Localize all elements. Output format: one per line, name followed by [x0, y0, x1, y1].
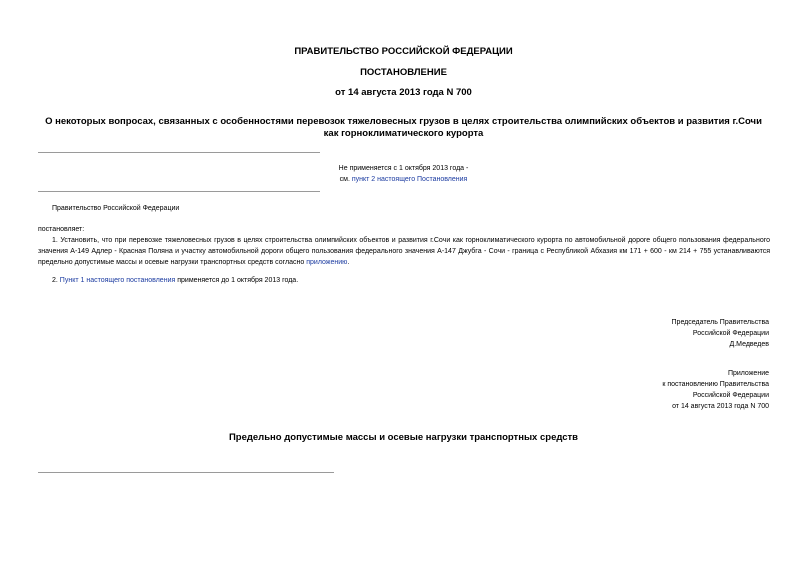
divider-bottom — [38, 472, 334, 473]
signature-line-2: Российской Федерации — [692, 330, 769, 337]
status-note-prefix: см. — [339, 176, 352, 183]
item-1-paragraph — [38, 235, 770, 268]
signature-block — [672, 317, 769, 350]
divider-status — [38, 191, 320, 192]
item-1-end: . — [347, 259, 350, 266]
appendix-ref-line-3: Российской Федерации — [692, 392, 769, 399]
signature-line-3: Д.Медведев — [729, 341, 769, 348]
item-2-text: применяется до 1 октября 2013 года. — [175, 277, 299, 284]
appendix-ref-line-2: к постановлению Правительства — [662, 381, 769, 388]
item-1-text: 1. Установить, что при перевозке тяжеловесных грузов в целях строительства олимпийских объектов и развития г.Сочи как горноклиматического курорта по автомобильной дороге общего пользования федерального значения А-149 Адлер - Красная Поляна и участку автомобильной дороги общего пользования федерального значения А-147 Джубга - Сочи - граница с Республикой Абхазия км 171 + 600 - км 214 + 755 устанавливаются предельно допустимые массы и осевые нагрузки транспортных средств согласно — [38, 237, 770, 266]
divider-top — [38, 152, 320, 153]
appendix-link[interactable]: приложению — [306, 259, 348, 266]
status-note-line1: Не применяется с 1 октября 2013 года - — [338, 165, 469, 172]
item-1-reference-link[interactable]: Пункт 1 настоящего постановления — [59, 277, 176, 284]
item-2-prefix: 2. — [52, 277, 60, 284]
issuer-text: Правительство Российской Федерации — [52, 205, 180, 212]
appendix-ref-line-4: от 14 августа 2013 года N 700 — [672, 403, 769, 410]
appendix-title: Предельно допустимые массы и осевые нагрузки транспортных средств — [228, 432, 579, 443]
document-date-number: от 14 августа 2013 года N 700 — [335, 87, 472, 98]
document-title: О некоторых вопросах, связанных с особенностями перевозок тяжеловесных грузов в целях строительства олимпийских объектов и развития г.Сочи как горноклиматического курорта — [45, 116, 762, 139]
decrees-text: постановляет: — [38, 226, 85, 233]
item-2-paragraph — [52, 275, 298, 286]
status-note-link[interactable]: пункт 2 настоящего Постановления — [351, 176, 468, 183]
appendix-ref-line-1: Приложение — [727, 370, 769, 377]
document-type-heading: ПОСТАНОВЛЕНИЕ — [360, 67, 447, 78]
signature-line-1: Председатель Правительства — [671, 319, 769, 326]
status-note-line2 — [0, 174, 807, 185]
appendix-reference-block — [662, 368, 769, 412]
government-heading: ПРАВИТЕЛЬСТВО РОССИЙСКОЙ ФЕДЕРАЦИИ — [294, 46, 513, 57]
